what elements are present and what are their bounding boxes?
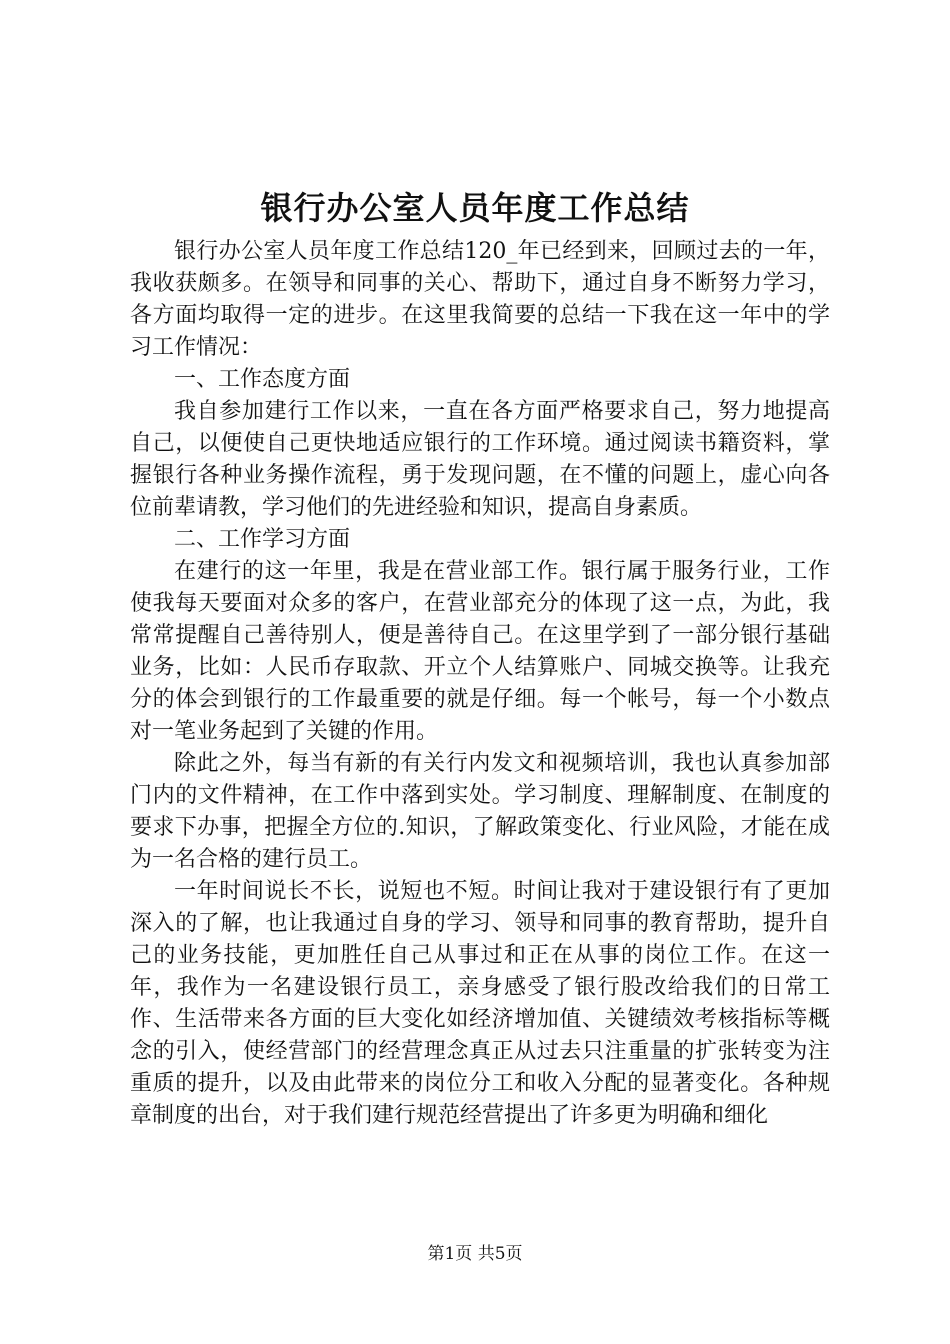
paragraph-intro: 银行办公室人员年度工作总结120_年已经到来，回顾过去的一年，我收获颇多。在领导和同事的关心、帮助下，通过自身不断努力学习，各方面均取得一定的进步。在这里我简要的总结一下我在这一年中的学习工作情况： <box>130 239 830 360</box>
paragraph-training: 除此之外，每当有新的有关行内发文和视频培训，我也认真参加部门内的文件精神，在工作中落到实处。学习制度、理解制度、在制度的要求下办事，把握全方位的.知识，了解政策变化、行业风险，才能在成为一名合格的建行员工。 <box>130 751 830 872</box>
paragraph-year-review: 一年时间说长不长，说短也不短。时间让我对于建设银行有了更加深入的了解，也让我通过自身的学习、领导和同事的教育帮助，提升自己的业务技能，更加胜任自己从事过和正在从事的岗位工作。在这一年，我作为一名建设银行员工，亲身感受了银行股改给我们的日常工作、生活带来各方面的巨大变化如经济增加值、关键绩效考核指标等概念的引入，使经营部门的经营理念真正从过去只注重量的扩张转变为注重质的提升，以及由此带来的岗位分工和收入分配的显著变化。各种规章制度的出台，对于我们建行规范经营提出了许多更为明确和细化 <box>130 879 830 1128</box>
document-title: 银行办公室人员年度工作总结 <box>260 189 690 227</box>
document-body <box>130 236 830 1132</box>
paragraph-study: 在建行的这一年里，我是在营业部工作。银行属于服务行业，工作使我每天要面对众多的客户，在营业部充分的体现了这一点，为此，我常常提醒自己善待别人，便是善待自己。在这里学到了一部分银行基础业务，比如：人民币存取款、开立个人结算账户、同城交换等。让我充分的体会到银行的工作最重要的就是仔细。每一个帐号，每一个小数点对一笔业务起到了关键的作用。 <box>130 559 830 744</box>
paragraph-attitude: 我自参加建行工作以来，一直在各方面严格要求自己，努力地提高自己，以便使自己更快地适应银行的工作环境。通过阅读书籍资料，掌握银行各种业务操作流程，勇于发现问题，在不懂的问题上，虚心向各位前辈请教，学习他们的先进经验和知识，提高自身素质。 <box>130 399 830 520</box>
section-heading-study: 二、工作学习方面 <box>174 527 351 552</box>
section-heading-attitude: 一、工作态度方面 <box>174 367 351 392</box>
page-number: 第1页 共5页 <box>427 1244 523 1264</box>
